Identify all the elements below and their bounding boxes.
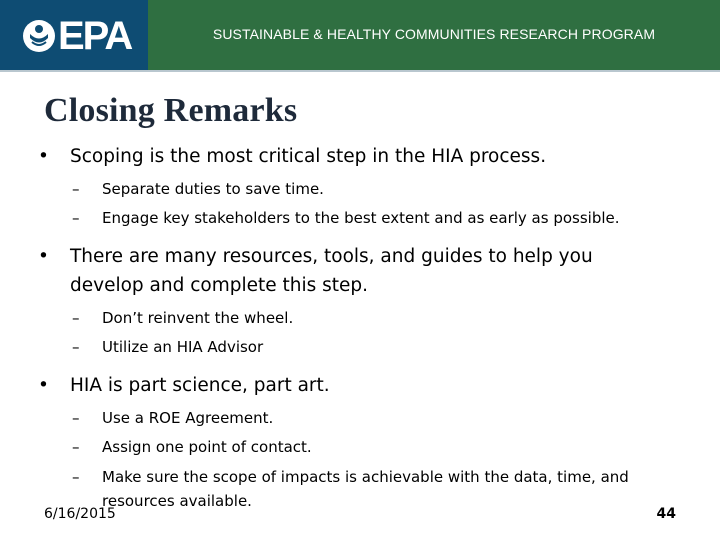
sub-bullet-text: Assign one point of contact. (102, 438, 312, 456)
sub-list (26, 304, 686, 362)
sub-bullet (26, 333, 686, 362)
bullet-icon: • (38, 246, 49, 267)
header-divider (0, 70, 720, 72)
bullet-text: HIA is part science, part art. (70, 375, 330, 396)
sub-bullet-text: Engage key stakeholders to the best extent and as early as possible. (102, 209, 620, 227)
bullet-text-line: develop and complete this step. (70, 275, 369, 296)
header-bar (0, 0, 720, 70)
sub-bullet (26, 304, 686, 333)
dash-icon: – (72, 309, 80, 327)
slide-title: Closing Remarks (44, 92, 298, 129)
epa-flower-icon (22, 19, 56, 53)
dash-icon: – (72, 338, 80, 356)
dash-icon: – (72, 409, 80, 427)
sub-bullet-text: Utilize an HIA Advisor (102, 338, 264, 356)
sub-bullet (26, 462, 686, 513)
logo-tab-shape (136, 58, 148, 70)
bullet-icon: • (38, 375, 49, 396)
footer-date: 6/16/2015 (44, 506, 116, 522)
dash-icon: – (72, 180, 80, 198)
sub-bullet-text: Don’t reinvent the wheel. (102, 309, 294, 327)
epa-logo-panel (0, 0, 148, 70)
sub-bullet-text: Use a ROE Agreement. (102, 409, 274, 427)
slide-content (26, 142, 686, 513)
bullet-text: Scoping is the most critical step in the HIA process. (70, 146, 547, 167)
sub-bullet-text: Separate duties to save time. (102, 180, 324, 198)
dash-icon: – (72, 209, 80, 227)
dash-icon: – (72, 468, 80, 486)
bullet-icon: • (38, 146, 49, 167)
dash-icon: – (72, 438, 80, 456)
bullet-text-line: There are many resources, tools, and guides to help you (70, 246, 593, 267)
bullet-scoping (26, 142, 686, 171)
epa-logo (22, 14, 132, 58)
sub-list (26, 404, 686, 513)
sub-bullet (26, 204, 686, 233)
sub-list (26, 175, 686, 233)
sub-bullet-text-line: Make sure the scope of impacts is achievable with the data, time, and (102, 468, 629, 486)
sub-bullet (26, 175, 686, 204)
bullet-resources (26, 242, 686, 300)
epa-wordmark: EPA (58, 14, 132, 58)
sub-bullet-text-line: resources available. (102, 492, 252, 510)
sub-bullet (26, 433, 686, 462)
page-number: 44 (656, 506, 676, 522)
bullet-science-art (26, 371, 686, 400)
sub-bullet (26, 404, 686, 433)
program-banner (148, 0, 720, 70)
program-title: SUSTAINABLE & HEALTHY COMMUNITIES RESEARCH PROGRAM (212, 26, 656, 42)
